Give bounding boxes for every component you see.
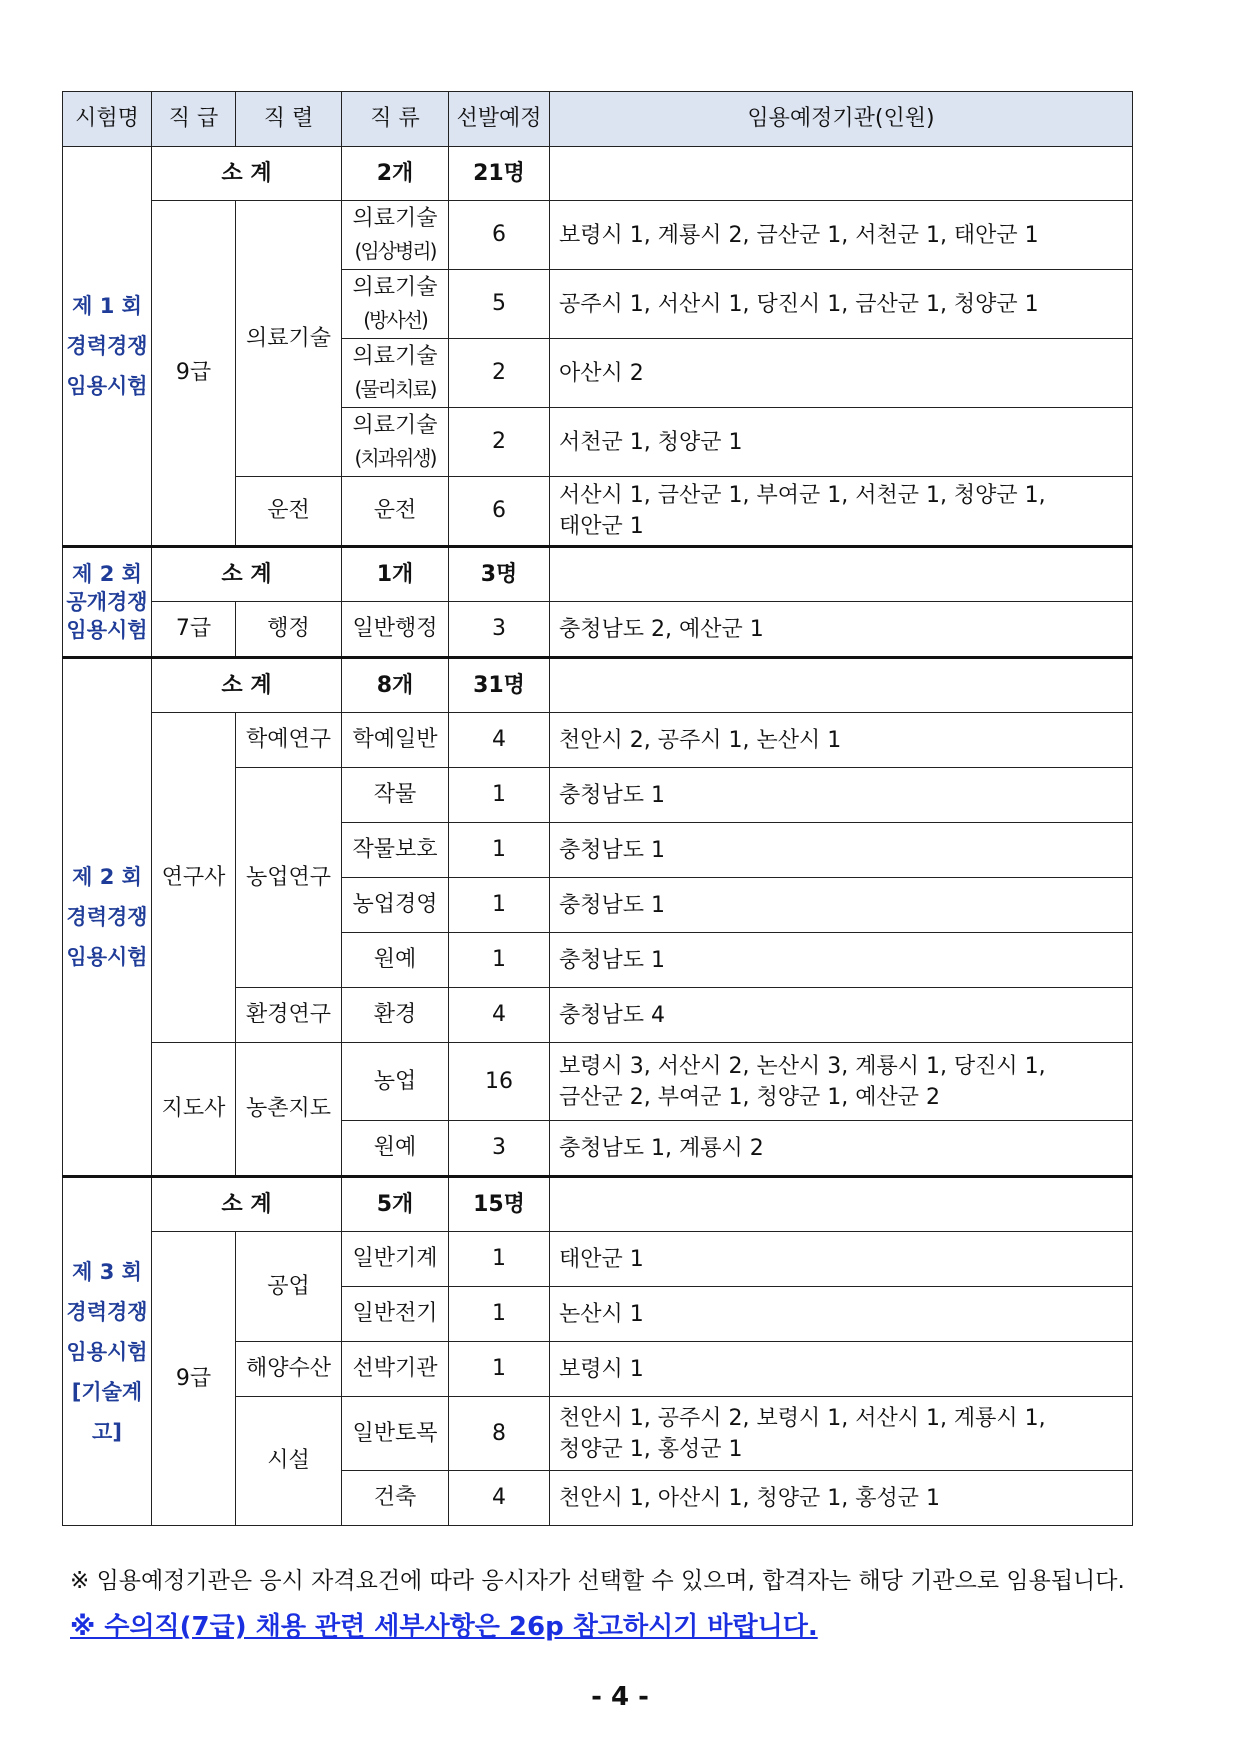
class-cell: 의료기술 (방사선) bbox=[342, 270, 449, 339]
header-series: 직 렬 bbox=[236, 92, 342, 147]
subtotal-label: 소 계 bbox=[152, 147, 342, 201]
subtotal-orgs bbox=[550, 547, 1133, 602]
footnote: ※ 임용예정기관은 응시 자격요건에 따라 응시자가 선택할 수 있으며, 합격자는 해당 기관으로 임용됩니다. bbox=[70, 1568, 1125, 1594]
class-cell: 환경 bbox=[342, 988, 449, 1043]
series-cell: 공업 bbox=[236, 1232, 342, 1342]
count-cell: 1 bbox=[449, 1232, 550, 1287]
orgs-cell: 보령시 3, 서산시 2, 논산시 3, 계룡시 1, 당진시 1, 금산군 2, 부여군 1, 청양군 1, 예산군 2 bbox=[550, 1043, 1133, 1121]
count-cell: 3 bbox=[449, 1121, 550, 1177]
orgs-cell: 보령시 1, 계룡시 2, 금산군 1, 서천군 1, 태안군 1 bbox=[550, 201, 1133, 270]
subtotal-types: 8개 bbox=[342, 658, 449, 713]
orgs-cell: 충청남도 1 bbox=[550, 823, 1133, 878]
class-cell: 작물 bbox=[342, 768, 449, 823]
orgs-cell: 충청남도 2, 예산군 1 bbox=[550, 602, 1133, 658]
class-cell: 일반전기 bbox=[342, 1287, 449, 1342]
exam-name: 제 1 회 경력경쟁 임용시험 bbox=[63, 147, 152, 547]
orgs-cell: 충청남도 1 bbox=[550, 933, 1133, 988]
count-cell: 1 bbox=[449, 1342, 550, 1397]
subtotal-row bbox=[63, 147, 1133, 201]
exam-name: 제 3 회 경력경쟁 임용시험 [기술계고] bbox=[63, 1177, 152, 1526]
class-cell: 일반토목 bbox=[342, 1397, 449, 1471]
class-cell: 선박기관 bbox=[342, 1342, 449, 1397]
exam-name: 제 2 회 공개경쟁 임용시험 bbox=[63, 547, 152, 658]
class-cell: 학예일반 bbox=[342, 713, 449, 768]
header-planned: 선발예정 bbox=[449, 92, 550, 147]
subtotal-types: 1개 bbox=[342, 547, 449, 602]
orgs-cell: 충청남도 1, 계룡시 2 bbox=[550, 1121, 1133, 1177]
header-grade: 직 급 bbox=[152, 92, 236, 147]
subtotal-row bbox=[63, 658, 1133, 713]
table-row bbox=[63, 713, 1133, 768]
series-cell: 해양수산 bbox=[236, 1342, 342, 1397]
count-cell: 4 bbox=[449, 988, 550, 1043]
exam-name: 제 2 회 경력경쟁 임용시험 bbox=[63, 658, 152, 1177]
subtotal-count: 3명 bbox=[449, 547, 550, 602]
page-number: - 4 - bbox=[591, 1682, 649, 1712]
header-class: 직 류 bbox=[342, 92, 449, 147]
series-cell: 환경연구 bbox=[236, 988, 342, 1043]
subtotal-label: 소 계 bbox=[152, 658, 342, 713]
count-cell: 6 bbox=[449, 201, 550, 270]
count-cell: 1 bbox=[449, 768, 550, 823]
orgs-cell: 천안시 2, 공주시 1, 논산시 1 bbox=[550, 713, 1133, 768]
class-cell: 농업 bbox=[342, 1043, 449, 1121]
orgs-cell: 충청남도 1 bbox=[550, 878, 1133, 933]
subtotal-row bbox=[63, 1177, 1133, 1232]
class-cell: 원예 bbox=[342, 933, 449, 988]
orgs-cell: 서천군 1, 청양군 1 bbox=[550, 408, 1133, 477]
recruitment-table bbox=[62, 91, 1133, 1526]
subtotal-label: 소 계 bbox=[152, 547, 342, 602]
series-cell: 시설 bbox=[236, 1397, 342, 1526]
count-cell: 1 bbox=[449, 823, 550, 878]
count-cell: 16 bbox=[449, 1043, 550, 1121]
count-cell: 1 bbox=[449, 878, 550, 933]
subtotal-types: 2개 bbox=[342, 147, 449, 201]
table-row bbox=[63, 1043, 1133, 1121]
class-cell: 일반행정 bbox=[342, 602, 449, 658]
orgs-cell: 태안군 1 bbox=[550, 1232, 1133, 1287]
grade-cell: 9급 bbox=[152, 201, 236, 547]
class-cell: 운전 bbox=[342, 477, 449, 547]
table-row bbox=[63, 1232, 1133, 1287]
header-orgs: 임용예정기관(인원) bbox=[550, 92, 1133, 147]
class-cell: 작물보호 bbox=[342, 823, 449, 878]
subtotal-label: 소 계 bbox=[152, 1177, 342, 1232]
count-cell: 3 bbox=[449, 602, 550, 658]
class-cell: 농업경영 bbox=[342, 878, 449, 933]
subtotal-orgs bbox=[550, 658, 1133, 713]
subtotal-row bbox=[63, 547, 1133, 602]
table-header-row bbox=[63, 92, 1133, 147]
series-cell: 농업연구 bbox=[236, 768, 342, 988]
subtotal-types: 5개 bbox=[342, 1177, 449, 1232]
orgs-cell: 아산시 2 bbox=[550, 339, 1133, 408]
table-row bbox=[63, 201, 1133, 270]
subtotal-count: 15명 bbox=[449, 1177, 550, 1232]
grade-cell: 지도사 bbox=[152, 1043, 236, 1177]
table-row bbox=[63, 602, 1133, 658]
class-cell: 의료기술 (물리치료) bbox=[342, 339, 449, 408]
orgs-cell: 천안시 1, 공주시 2, 보령시 1, 서산시 1, 계룡시 1, 청양군 1, 홍성군 1 bbox=[550, 1397, 1133, 1471]
orgs-cell: 천안시 1, 아산시 1, 청양군 1, 홍성군 1 bbox=[550, 1471, 1133, 1526]
count-cell: 1 bbox=[449, 933, 550, 988]
count-cell: 2 bbox=[449, 339, 550, 408]
series-cell: 농촌지도 bbox=[236, 1043, 342, 1177]
subtotal-count: 31명 bbox=[449, 658, 550, 713]
orgs-cell: 보령시 1 bbox=[550, 1342, 1133, 1397]
class-cell: 일반기계 bbox=[342, 1232, 449, 1287]
series-cell: 행정 bbox=[236, 602, 342, 658]
orgs-cell: 공주시 1, 서산시 1, 당진시 1, 금산군 1, 청양군 1 bbox=[550, 270, 1133, 339]
orgs-cell: 서산시 1, 금산군 1, 부여군 1, 서천군 1, 청양군 1, 태안군 1 bbox=[550, 477, 1133, 547]
series-cell: 의료기술 bbox=[236, 201, 342, 477]
count-cell: 8 bbox=[449, 1397, 550, 1471]
subtotal-orgs bbox=[550, 147, 1133, 201]
count-cell: 2 bbox=[449, 408, 550, 477]
count-cell: 4 bbox=[449, 713, 550, 768]
orgs-cell: 논산시 1 bbox=[550, 1287, 1133, 1342]
class-cell: 건축 bbox=[342, 1471, 449, 1526]
orgs-cell: 충청남도 1 bbox=[550, 768, 1133, 823]
class-cell: 의료기술 (치과위생) bbox=[342, 408, 449, 477]
reference-link[interactable]: ※ 수의직(7급) 채용 관련 세부사항은 26p 참고하시기 바랍니다. bbox=[70, 1612, 818, 1642]
orgs-cell: 충청남도 4 bbox=[550, 988, 1133, 1043]
subtotal-orgs bbox=[550, 1177, 1133, 1232]
subtotal-count: 21명 bbox=[449, 147, 550, 201]
count-cell: 4 bbox=[449, 1471, 550, 1526]
class-cell: 의료기술 (임상병리) bbox=[342, 201, 449, 270]
count-cell: 1 bbox=[449, 1287, 550, 1342]
count-cell: 6 bbox=[449, 477, 550, 547]
count-cell: 5 bbox=[449, 270, 550, 339]
series-cell: 운전 bbox=[236, 477, 342, 547]
grade-cell: 7급 bbox=[152, 602, 236, 658]
series-cell: 학예연구 bbox=[236, 713, 342, 768]
header-exam: 시험명 bbox=[63, 92, 152, 147]
grade-cell: 9급 bbox=[152, 1232, 236, 1526]
grade-cell: 연구사 bbox=[152, 713, 236, 1043]
class-cell: 원예 bbox=[342, 1121, 449, 1177]
